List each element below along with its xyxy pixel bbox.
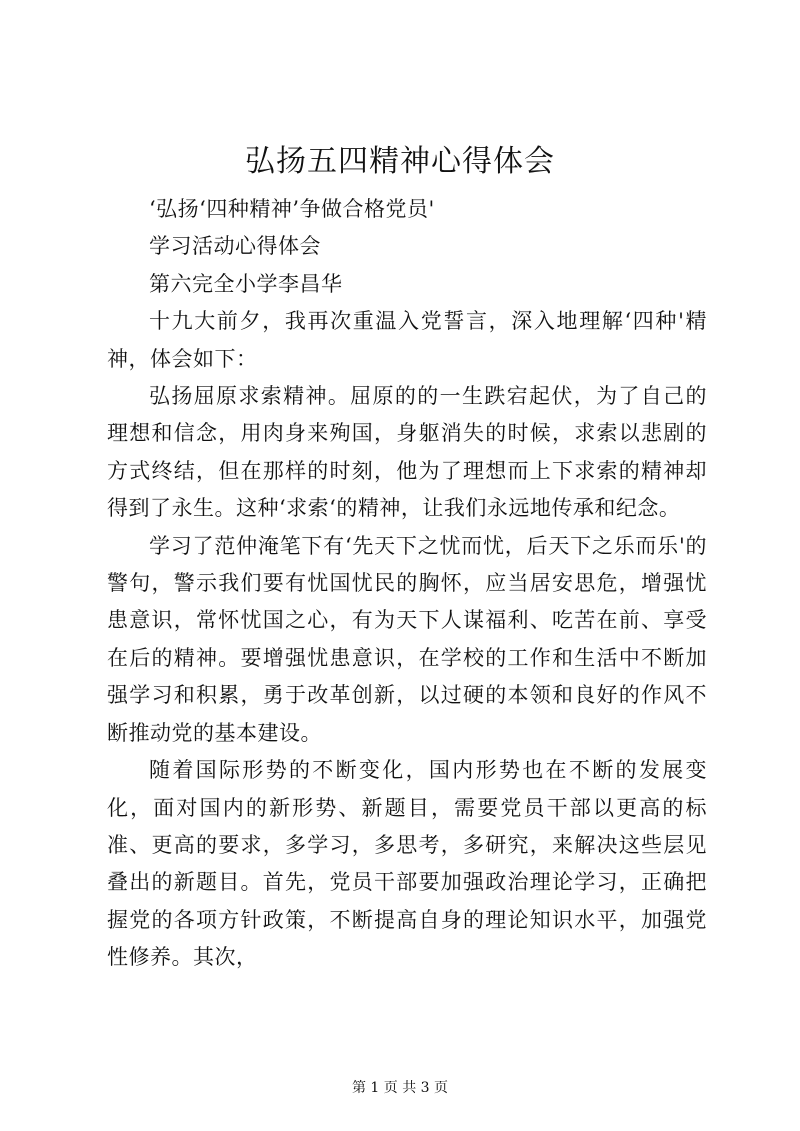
document-body (107, 191, 707, 977)
paragraph-subtitle: ‘弘扬‘四种精神’争做合格党员' (149, 197, 435, 221)
paragraph-quyuan: 弘扬屈原求索精神。屈原的的一生跌宕起伏，为了自己的理想和信念，用肉身来殉国，身躯消失的时候，求索以悲剧的方式终结，但在那样的时刻，他为了理想而上下求索的精神却得到了永生。这种‘求索‘的精神，让我们永远地传承和纪念。 (107, 384, 707, 521)
paragraph-intro: 十九大前夕，我再次重温入党誓言，深入地理解‘四种'精神，体会如下： (107, 309, 707, 371)
paragraph-situation: 随着国际形势的不断变化，国内形势也在不断的发展变化，面对国内的新形势、新题目，需要党员干部以更高的标准、更高的要求，多学习，多思考，多研究，来解决这些层见叠出的新题目。首先，党员干部要加强政治理论学习，正确把握党的各项方针政策，不断提高自身的理论知识水平，加强党性修养。其次， (107, 758, 707, 970)
page-title: 弘扬五四精神心得体会 (245, 144, 555, 179)
paragraph-author: 第六完全小学李昌华 (149, 271, 343, 296)
paragraph-activity: 学习活动心得体会 (149, 234, 321, 259)
paragraph-fanzhongyan: 学习了范仲淹笔下有‘先天下之忧而忧，后天下之乐而乐'的警句，警示我们要有忧国忧民的胸怀，应当居安思危，增强忧患意识，常怀忧国之心，有为天下人谋福利、吃苦在前、享受在后的精神。要增强忧患意识，在学校的工作和生活中不断加强学习和积累，勇于改革创新，以过硬的本领和良好的作风不断推动党的基本建设。 (107, 533, 707, 745)
page-footer: 第 1 页 共 3 页 (351, 1080, 449, 1096)
